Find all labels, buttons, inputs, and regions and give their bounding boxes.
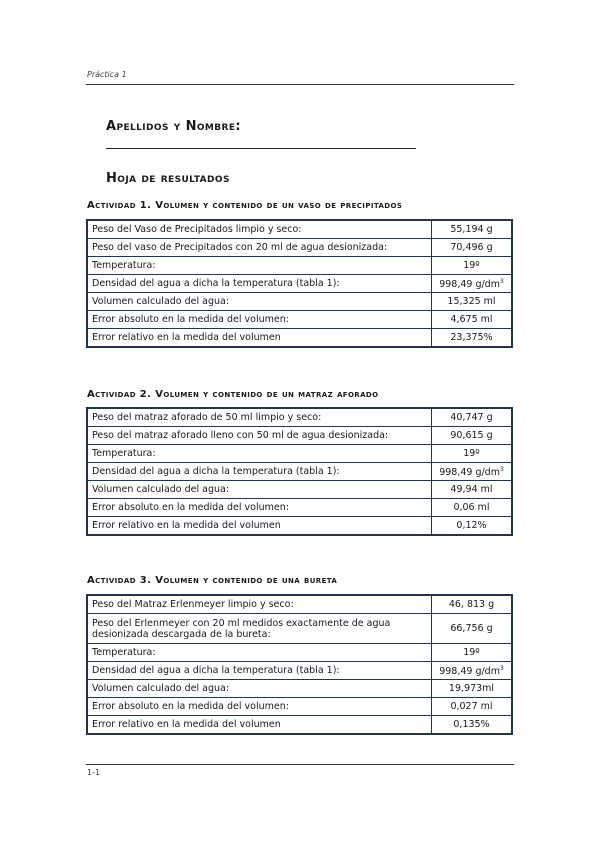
table-row <box>87 644 512 662</box>
row-label: Error absoluto en la medida del volumen: <box>87 499 432 517</box>
row-value: 0,135% <box>432 716 513 735</box>
table-row <box>87 220 512 239</box>
activity-1-title: Actividad 1. Volumen y contenido de un vaso de precipitados <box>87 200 403 211</box>
table-row <box>87 311 512 329</box>
table-row <box>87 680 512 698</box>
table-row <box>87 481 512 499</box>
table-row <box>87 662 512 680</box>
header-rule <box>86 84 514 85</box>
row-value: 23,375% <box>432 329 513 348</box>
activity-1-table <box>86 219 513 348</box>
row-label: Densidad del agua a dicha la temperatura (tabla 1): <box>87 463 432 481</box>
row-value: 66,756 g <box>432 614 513 644</box>
row-label: Error absoluto en la medida del volumen: <box>87 698 432 716</box>
page-number: 1-1 <box>87 768 101 777</box>
density-value: 998,49 g/dm <box>439 279 500 291</box>
name-fill-line <box>106 148 416 149</box>
row-label: Temperatura: <box>87 445 432 463</box>
table-row <box>87 595 512 614</box>
table-row <box>87 427 512 445</box>
row-value: 15,325 ml <box>432 293 513 311</box>
table-row <box>87 257 512 275</box>
table-row <box>87 716 512 735</box>
row-label: Volumen calculado del agua: <box>87 481 432 499</box>
table-row <box>87 614 512 644</box>
superscript-3: 3 <box>499 466 504 474</box>
superscript-3: 3 <box>499 278 504 286</box>
row-label: Densidad del agua a dicha la temperatura (tabla 1): <box>87 275 432 293</box>
row-label: Peso del vaso de Precipitados con 20 ml de agua desionizada: <box>87 239 432 257</box>
row-value: 90,615 g <box>432 427 513 445</box>
row-value <box>432 463 513 481</box>
table-row <box>87 445 512 463</box>
footer-rule <box>86 764 514 765</box>
row-value: 0,12% <box>432 517 513 536</box>
row-label: Peso del Vaso de Precipitados limpio y seco: <box>87 220 432 239</box>
row-label: Densidad del agua a dicha la temperatura (tabla 1): <box>87 662 432 680</box>
row-label: Peso del Erlenmeyer con 20 ml medidos exactamente de agua desionizada descargada de la bureta: <box>87 614 432 644</box>
row-value <box>432 662 513 680</box>
table-row <box>87 517 512 536</box>
row-value: 0,027 ml <box>432 698 513 716</box>
row-label: Error absoluto en la medida del volumen: <box>87 311 432 329</box>
row-label: Temperatura: <box>87 257 432 275</box>
row-value: 0,06 ml <box>432 499 513 517</box>
row-value: 19º <box>432 257 513 275</box>
activity-2-table <box>86 407 513 536</box>
table-row <box>87 293 512 311</box>
results-title: Hoja de resultados <box>106 171 230 186</box>
name-title: Apellidos y Nombre: <box>106 119 242 134</box>
table-row <box>87 499 512 517</box>
superscript-3: 3 <box>499 665 504 673</box>
table-row <box>87 408 512 427</box>
row-value <box>432 275 513 293</box>
row-value: 19,973ml <box>432 680 513 698</box>
table-row <box>87 698 512 716</box>
row-value: 49,94 ml <box>432 481 513 499</box>
row-label: Error relativo en la medida del volumen <box>87 716 432 735</box>
table-row <box>87 275 512 293</box>
row-label: Volumen calculado del agua: <box>87 680 432 698</box>
row-value: 46, 813 g <box>432 595 513 614</box>
table-row <box>87 463 512 481</box>
activity-3-title: Actividad 3. Volumen y contenido de una bureta <box>87 575 338 586</box>
row-label: Peso del Matraz Erlenmeyer limpio y seco: <box>87 595 432 614</box>
row-value: 4,675 ml <box>432 311 513 329</box>
row-label: Error relativo en la medida del volumen <box>87 517 432 536</box>
density-value: 998,49 g/dm <box>439 467 500 479</box>
row-label: Volumen calculado del agua: <box>87 293 432 311</box>
row-value: 70,496 g <box>432 239 513 257</box>
table-row <box>87 239 512 257</box>
activity-3-table <box>86 594 513 735</box>
row-label: Error relativo en la medida del volumen <box>87 329 432 348</box>
page-header-label: Práctica 1 <box>87 70 127 79</box>
table-row <box>87 329 512 348</box>
row-value: 55,194 g <box>432 220 513 239</box>
row-value: 19º <box>432 445 513 463</box>
row-label: Peso del matraz aforado de 50 ml limpio y seco: <box>87 408 432 427</box>
row-label: Peso del matraz aforado lleno con 50 ml de agua desionizada: <box>87 427 432 445</box>
density-value: 998,49 g/dm <box>439 666 500 678</box>
row-value: 40,747 g <box>432 408 513 427</box>
activity-2-title: Actividad 2. Volumen y contenido de un matraz aforado <box>87 389 379 400</box>
row-label: Temperatura: <box>87 644 432 662</box>
row-value: 19º <box>432 644 513 662</box>
